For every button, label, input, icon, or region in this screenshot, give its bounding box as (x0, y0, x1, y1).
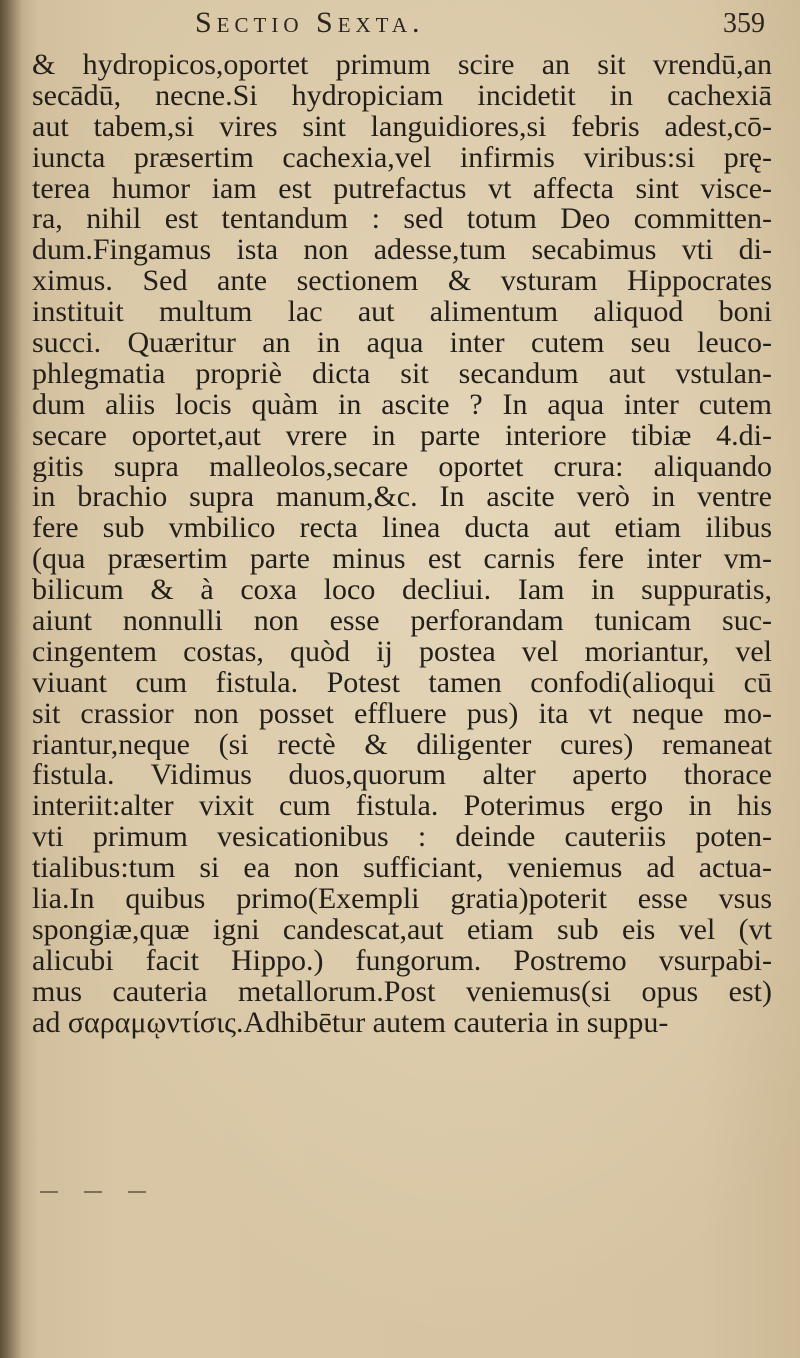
text-line: instituit multum lac aut alimentum aliquod boni (32, 297, 772, 329)
text-line: aut tabem,si vires sint languidiores,si febris adest,cō- (32, 111, 772, 143)
page-header (195, 4, 765, 44)
text-line: sit crassior non posset effluere pus) ita vt neque mo- (32, 698, 772, 730)
underline-mark (40, 1191, 58, 1193)
text-line: bilicum & à coxa loco decliui. Iam in suppuratis, (32, 575, 772, 607)
text-line: terea humor iam est putrefactus vt affecta sint visce- (32, 173, 772, 205)
text-line: dum aliis locis quàm in ascite ? In aqua inter cutem (32, 389, 772, 421)
text-line: (qua præsertim parte minus est carnis fere inter vm- (32, 544, 772, 576)
text-line: ad σαραμῳντίσις.Adhibētur autem cauteria in suppu- (32, 1007, 669, 1039)
text-line: secādū, necne.Si hydropiciam incidetit in cachexiā (32, 80, 772, 112)
text-line: tialibus:tum si ea non sufficiant, veniemus ad actua- (32, 853, 772, 885)
text-line: aiunt nonnulli non esse perforandam tunicam suc- (32, 606, 772, 637)
catchword-underline-marks (40, 1178, 240, 1184)
underline-mark (128, 1191, 146, 1193)
running-head: Sectio Sexta. (195, 6, 425, 39)
text-line: iuncta præsertim cachexia,vel infirmis viribus:si prę- (32, 142, 772, 174)
text-line: vti primum vesicationibus : deinde cauteriis poten- (32, 822, 772, 854)
text-line: dum.Fingamus ista non adesse,tum secabimus vti di- (32, 235, 772, 267)
text-line: ximus. Sed ante sectionem & vsturam Hippocrates (32, 266, 772, 298)
text-line: cingentem costas, quòd ij postea vel moriantur, vel (32, 636, 772, 668)
text-line: & hydropicos,oportet primum scire an sit vrendū,an (32, 50, 772, 81)
body-text (32, 50, 772, 1039)
text-line: alicubi facit Hippo.) fungorum. Postremo vsurpabi- (32, 945, 772, 977)
text-line: interiit:alter vixit cum fistula. Poterimus ergo in his (32, 791, 772, 823)
text-line: lia.In quibus primo(Exempli gratia)poterit esse vsus (32, 884, 772, 915)
text-line: riantur,neque (si rectè & diligenter cures) remaneat (32, 729, 772, 761)
text-line: mus cauteria metallorum.Post veniemus(si opus est) (32, 976, 772, 1008)
text-line: viuant cum fistula. Potest tamen confodi(alioqui cū (32, 667, 772, 699)
text-line: fistula. Vidimus duos,quorum alter aperto thorace (32, 760, 772, 792)
text-line: ra, nihil est tentandum : sed totum Deo committen- (32, 204, 772, 236)
page-gutter-shadow (0, 0, 22, 1358)
text-line: gitis supra malleolos,secare oportet crura: aliquando (32, 451, 772, 483)
text-line: phlegmatia propriè dicta sit secandum aut vstulan- (32, 358, 772, 390)
text-line: spongiæ,quæ igni candescat,aut etiam sub eis vel (vt (32, 914, 772, 946)
text-line: succi. Quæritur an in aqua inter cutem seu leuco- (32, 328, 772, 359)
page-number: 359 (723, 8, 765, 39)
underline-mark (84, 1191, 102, 1193)
text-line: secare oportet,aut vrere in parte interiore tibiæ 4.di- (32, 420, 772, 452)
text-line: fere sub vmbilico recta linea ducta aut etiam ilibus (32, 513, 772, 545)
text-line: in brachio supra manum,&c. In ascite verò in ventre (32, 482, 772, 514)
